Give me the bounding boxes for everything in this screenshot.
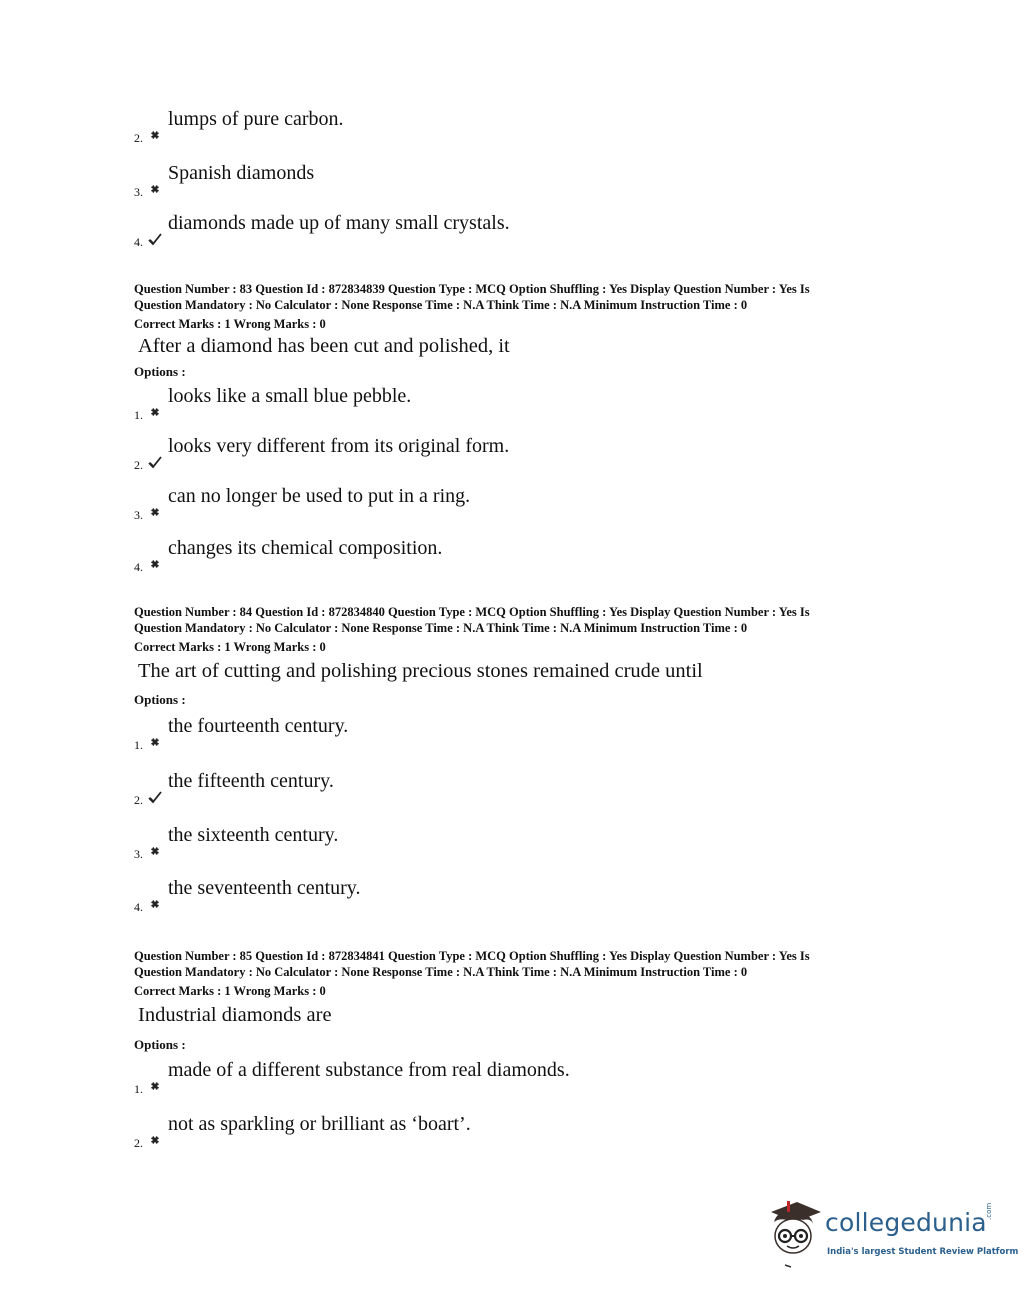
option-text: made of a different substance from real diamonds. [168,1059,570,1081]
option-text: looks like a small blue pebble. [168,385,412,407]
question-meta [134,948,894,999]
option-text: looks very different from its original form. [168,435,510,457]
cross-icon [147,1078,163,1094]
meta-line: Question Number : 84 Question Id : 872834840 Question Type : MCQ Option Shuffling : Yes Display Question Number : Yes Is [134,605,810,619]
logo-suffix: .com [985,1202,993,1220]
check-icon [147,789,163,805]
cross-icon [147,556,163,572]
question-meta [134,281,894,332]
meta-line: Correct Marks : 1 Wrong Marks : 0 [134,984,326,998]
meta-line: Correct Marks : 1 Wrong Marks : 0 [134,317,326,331]
question-stem: The art of cutting and polishing precious stones remained crude until [138,660,703,682]
option-number: 4. [134,560,143,574]
mascot-icon [765,1198,825,1270]
meta-line: Correct Marks : 1 Wrong Marks : 0 [134,640,326,654]
check-icon [147,231,163,247]
options-label: Options : [134,692,186,707]
logo-tagline: India's largest Student Review Platform [827,1247,1019,1257]
option-number: 4. [134,235,143,249]
options-label: Options : [134,364,186,379]
cross-icon [147,896,163,912]
cross-icon [147,181,163,197]
option-text: changes its chemical composition. [168,537,443,559]
option-number: 2. [134,793,143,807]
option-text: diamonds made up of many small crystals. [168,212,510,234]
option-text: the sixteenth century. [168,824,339,846]
option-text: can no longer be used to put in a ring. [168,485,471,507]
cross-icon [147,404,163,420]
cross-icon [147,734,163,750]
option-number: 4. [134,900,143,914]
option-text: Spanish diamonds [168,162,315,184]
logo-wordmark: collegedunia [825,1208,987,1237]
option-number: 2. [134,1136,143,1150]
collegedunia-logo[interactable] [765,1198,1019,1273]
option-text: not as sparkling or brilliant as ‘boart’. [168,1113,471,1135]
meta-line: Question Mandatory : No Calculator : None Response Time : N.A Think Time : N.A Minimum Instruction Time : 0 [134,298,748,312]
option-text: the seventeenth century. [168,877,361,899]
option-number: 2. [134,131,143,145]
question-stem: After a diamond has been cut and polished, it [138,335,510,357]
option-number: 3. [134,508,143,522]
meta-line: Question Mandatory : No Calculator : None Response Time : N.A Think Time : N.A Minimum Instruction Time : 0 [134,965,748,979]
option-text: lumps of pure carbon. [168,108,344,130]
cross-icon [147,843,163,859]
check-icon [147,454,163,470]
option-text: the fourteenth century. [168,715,349,737]
option-number: 3. [134,847,143,861]
options-label: Options : [134,1037,186,1052]
cross-icon [147,504,163,520]
option-text: the fifteenth century. [168,770,334,792]
question-stem: Industrial diamonds are [138,1004,332,1026]
option-number: 3. [134,185,143,199]
meta-line: Question Number : 83 Question Id : 872834839 Question Type : MCQ Option Shuffling : Yes Display Question Number : Yes Is [134,282,810,296]
meta-line: Question Number : 85 Question Id : 872834841 Question Type : MCQ Option Shuffling : Yes Display Question Number : Yes Is [134,949,810,963]
option-number: 1. [134,738,143,752]
option-number: 1. [134,408,143,422]
option-number: 2. [134,458,143,472]
question-meta [134,604,894,655]
cross-icon [147,1132,163,1148]
option-number: 1. [134,1082,143,1096]
cross-icon [147,127,163,143]
meta-line: Question Mandatory : No Calculator : None Response Time : N.A Think Time : N.A Minimum Instruction Time : 0 [134,621,748,635]
